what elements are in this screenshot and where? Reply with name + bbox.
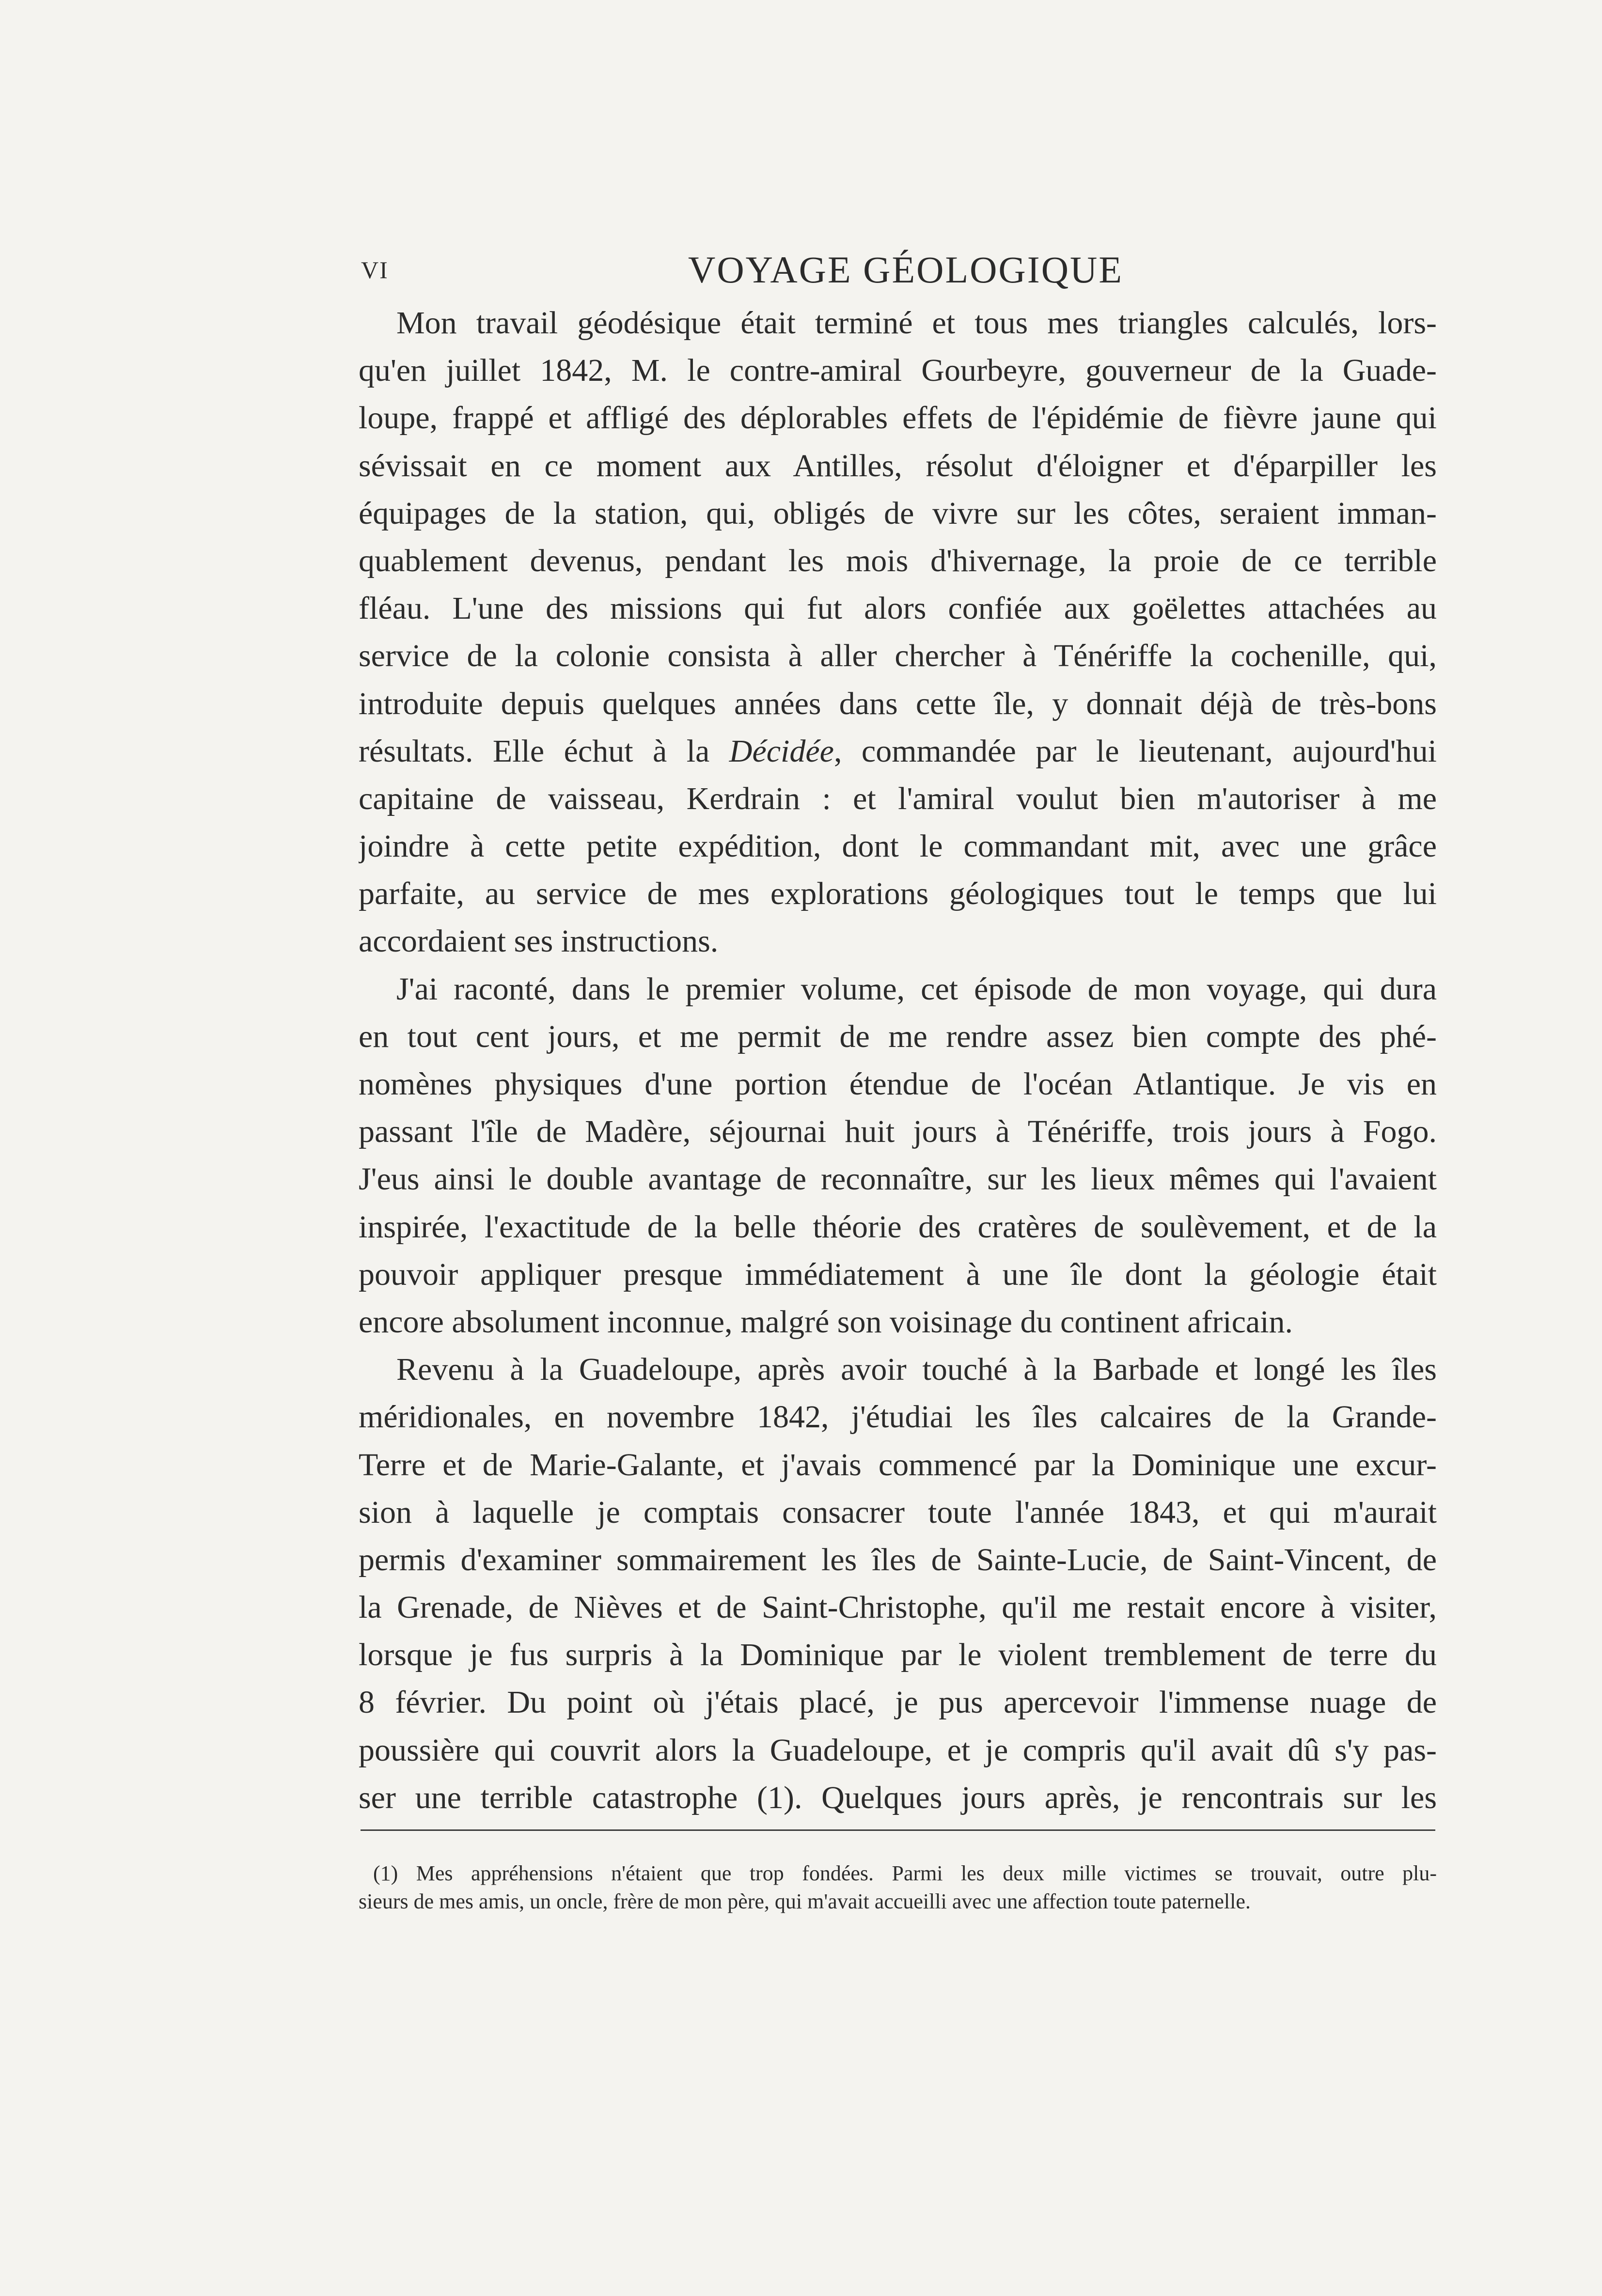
text-line: qu'en juillet 1842, M. le contre-amiral Gourbeyre, gouverneur de la Guade- (359, 353, 1437, 389)
text-line: la Grenade, de Nièves et de Saint-Christophe, qu'il me restait encore à visiter, (359, 1590, 1437, 1625)
text-line: quablement devenus, pendant les mois d'hivernage, la proie de ce terrible (359, 543, 1437, 578)
text-line: Revenu à la Guadeloupe, après avoir touché à la Barbade et longé les îles (396, 1352, 1437, 1388)
text-line: service de la colonie consista à aller chercher à Ténériffe la cochenille, qui, (359, 638, 1437, 674)
text-line: introduite depuis quelques années dans cette île, y donnait déjà de très-bons (359, 686, 1437, 721)
text-line: J'eus ainsi le double avantage de reconnaître, sur les lieux mêmes qui l'avaient (359, 1161, 1437, 1197)
text-line: nomènes physiques d'une portion étendue de l'océan Atlantique. Je vis en (359, 1066, 1437, 1102)
text-line: fléau. L'une des missions qui fut alors confiée aux goëlettes attachées au (359, 591, 1437, 626)
footnote-line: sieurs de mes amis, un oncle, frère de mon père, qui m'avait accueilli avec une affection toute paternelle. (359, 1890, 1251, 1913)
text-line: équipages de la station, qui, obligés de vivre sur les côtes, seraient imman- (359, 495, 1437, 531)
text-line: parfaite, au service de mes explorations géologiques tout le temps que lui (359, 876, 1437, 912)
text-line: méridionales, en novembre 1842, j'étudiai les îles calcaires de la Grande- (359, 1399, 1437, 1435)
text-line: inspirée, l'exactitude de la belle théorie des cratères de soulèvement, et de la (359, 1209, 1437, 1245)
text-line: accordaient ses instructions. (359, 923, 719, 959)
text-line: capitaine de vaisseau, Kerdrain : et l'amiral voulut bien m'autoriser à me (359, 781, 1437, 816)
ship-name: Décidée (729, 733, 834, 769)
text-line: loupe, frappé et affligé des déplorables effets de l'épidémie de fièvre jaune qui (359, 400, 1437, 436)
text-line: ser une terrible catastrophe (1). Quelques jours après, je rencontrais sur les (359, 1780, 1437, 1815)
page-number: VI (361, 256, 389, 283)
text-line: encore absolument inconnue, malgré son voisinage du continent africain. (359, 1304, 1293, 1340)
text-line: pouvoir appliquer presque immédiatement à une île dont la géologie était (359, 1256, 1437, 1292)
text-line: 8 février. Du point où j'étais placé, je pus apercevoir l'immense nuage de (359, 1685, 1437, 1720)
text-line: permis d'examiner sommairement les îles de Sainte-Lucie, de Saint-Vincent, de (359, 1542, 1437, 1578)
text-line: Mon travail géodésique était terminé et tous mes triangles calculés, lors- (396, 305, 1437, 341)
text-line: en tout cent jours, et me permit de me rendre assez bien compte des phé- (359, 1018, 1437, 1054)
text-line: Terre et de Marie-Galante, et j'avais commencé par la Dominique une excur- (359, 1447, 1437, 1483)
text-line: sion à laquelle je comptais consacrer toute l'année 1843, et qui m'aurait (359, 1494, 1437, 1530)
text-line: sévissait en ce moment aux Antilles, résolut d'éloigner et d'éparpiller les (359, 448, 1437, 484)
text-line: passant l'île de Madère, séjournai huit jours à Ténériffe, trois jours à Fogo. (359, 1114, 1437, 1150)
text-line: lorsque je fus surpris à la Dominique par le violent tremblement de terre du (359, 1637, 1437, 1673)
body-text (359, 299, 1437, 1822)
text-line: résultats. Elle échut à la Décidée, commandée par le lieutenant, aujourd'hui (359, 733, 1437, 769)
text-line: J'ai raconté, dans le premier volume, cet épisode de mon voyage, qui dura (396, 971, 1437, 1007)
text-line: poussière qui couvrit alors la Guadeloupe, et je compris qu'il avait dû s'y pas- (359, 1732, 1437, 1768)
running-head: VOYAGE GÉOLOGIQUE (688, 249, 1124, 291)
text-line: joindre à cette petite expédition, dont le commandant mit, avec une grâce (359, 828, 1437, 864)
footnote-line: (1) Mes appréhensions n'étaient que trop fondées. Parmi les deux mille victimes se trouvait, outre plu- (373, 1861, 1437, 1885)
footnote (359, 1859, 1437, 1916)
footnote-rule (361, 1829, 1435, 1831)
